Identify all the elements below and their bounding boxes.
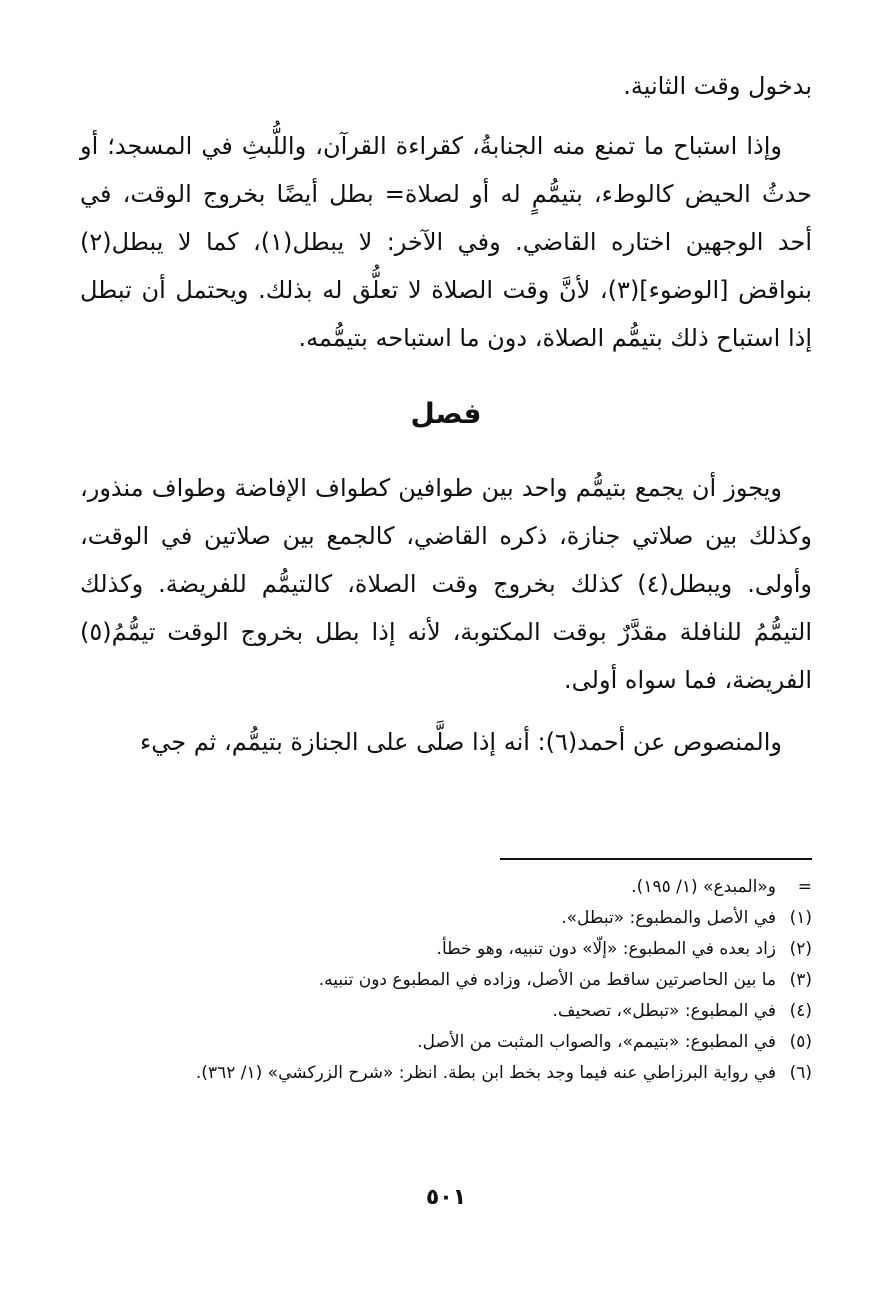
footnote-divider (500, 858, 812, 860)
footnote-1 (80, 903, 812, 934)
footnote-marker: (٤) (789, 1001, 812, 1021)
footnote-marker: (٣) (789, 970, 812, 990)
paragraph-gap (80, 704, 812, 718)
footnote-marker: (٦) (789, 1063, 812, 1083)
footnote-marker: (٢) (789, 939, 812, 959)
paragraph-2: وإذا استباح ما تمنع منه الجنابةُ، كقراءة القرآن، واللُّبثِ في المسجد؛ أو حدثُ الحيض كالوطء، بتيمُّمٍ له أو لصلاة= بطل أيضًا بخروج الوقت، في أحد الوجهين اختاره القاضي. وفي الآخر: لا يبطل(١)، كما لا يبطل(٢) بنواقض [الوضوء](٣)، لأنَّ وقت الصلاة لا تعلُّق له بذلك. ويحتمل أن تبطل إذا استباح ذلك بتيمُّم الصلاة، دون ما استباحه بتيمُّمه. (80, 132, 812, 352)
footnote-2 (80, 934, 812, 965)
footnote-text: في الأصل والمطبوع: «تبطل». (561, 908, 776, 928)
page-number: ٥٠١ (425, 1185, 467, 1210)
footnote-marker: (٥) (789, 1032, 812, 1052)
paragraph-1: بدخول وقت الثانية. (623, 72, 812, 100)
footnote-text: في رواية البرزاطي عنه فيما وجد بخط ابن بطة. انظر: «شرح الزركشي» (١/ ٣٦٢). (195, 1063, 776, 1083)
footnote-text: في المطبوع: «بتيمم»، والصواب المثبت من الأصل. (417, 1032, 776, 1052)
section-heading: فصل (410, 397, 482, 430)
footnote-text: و«المبدع» (١/ ١٩٥). (631, 877, 776, 897)
footnote-text: ما بين الحاصرتين ساقط من الأصل، وزاده في المطبوع دون تنبيه. (318, 970, 776, 990)
footnote-4 (80, 996, 812, 1027)
paragraph-3: ويجوز أن يجمع بتيمُّم واحد بين طوافين كطواف الإفاضة وطواف منذور، وكذلك بين صلاتي جنازة، ذكره القاضي، كالجمع بين صلاتين في الوقت، وأولى. ويبطل(٤) كذلك بخروج وقت الصلاة، كالتيمُّم للفريضة. وكذلك التيمُّمُ للنافلة مقدَّرٌ بوقت المكتوبة، لأنه إذا بطل بخروج الوقت تيمُّمُ(٥) الفريضة، فما سواه أولى. (80, 474, 812, 694)
footnote-continuation (80, 872, 812, 903)
footnote-6 (80, 1058, 812, 1089)
footnote-marker: (١) (789, 908, 812, 928)
paragraph-4: والمنصوص عن أحمد(٦): أنه إذا صلَّى على الجنازة بتيمُّم، ثم جيء (139, 728, 782, 756)
footnotes (80, 872, 812, 1089)
footnote-text: في المطبوع: «تبطل»، تصحيف. (552, 1001, 776, 1021)
footnote-3 (80, 965, 812, 996)
footnote-marker: = (797, 877, 812, 897)
footnote-text: زاد بعده في المطبوع: «إلّا» دون تنبيه، وهو خطأ. (436, 939, 776, 959)
footnote-5 (80, 1027, 812, 1058)
main-text (80, 62, 812, 766)
